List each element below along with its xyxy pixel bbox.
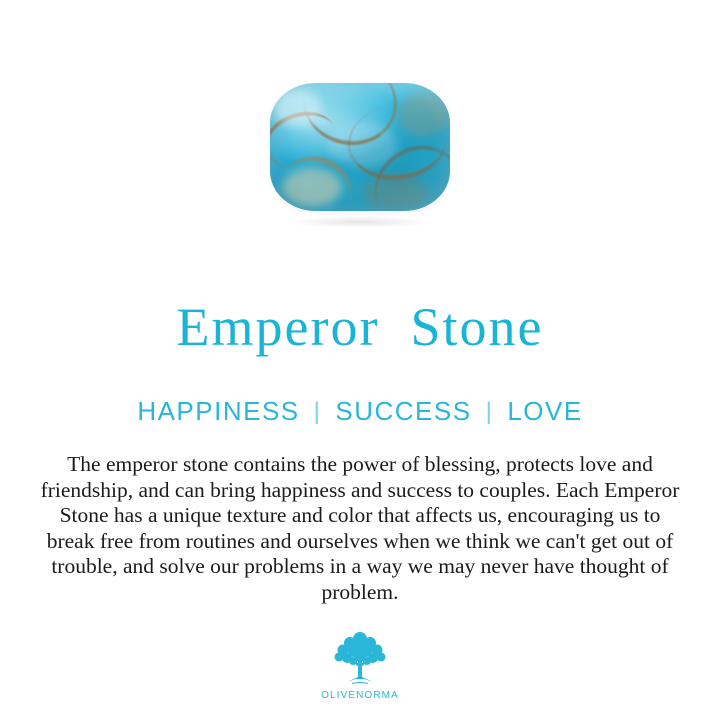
keyword-happiness: HAPPINESS bbox=[137, 396, 300, 426]
keyword-list bbox=[0, 396, 720, 427]
stone-highlight-patch bbox=[274, 89, 322, 127]
stone-shadow bbox=[285, 216, 435, 228]
stone-matrix-patch bbox=[282, 167, 342, 207]
stone-matrix-patch bbox=[362, 175, 428, 209]
brand-name: OLIVENORMA bbox=[321, 690, 399, 701]
keyword-separator: | bbox=[313, 397, 322, 425]
product-image bbox=[0, 52, 720, 242]
emperor-stone-cabochon-icon bbox=[270, 83, 450, 211]
stone-matrix-patch bbox=[396, 93, 450, 137]
keyword-love: LOVE bbox=[507, 396, 583, 426]
keyword-success: SUCCESS bbox=[335, 396, 472, 426]
page-title: Emperor Stone bbox=[176, 297, 544, 357]
tree-of-life-icon bbox=[328, 626, 392, 688]
product-description: The emperor stone contains the power of blessing, protects love and friendship, and can bring happiness and success to couples. Each Emperor Stone has a unique texture and color that affects us, encouraging us to break free from routines and ourselves when we think we can't get out of trouble, and solve our problems in a way we may never have thought of problem. bbox=[40, 452, 680, 604]
keyword-separator: | bbox=[485, 397, 494, 425]
brand-logo bbox=[0, 626, 720, 701]
